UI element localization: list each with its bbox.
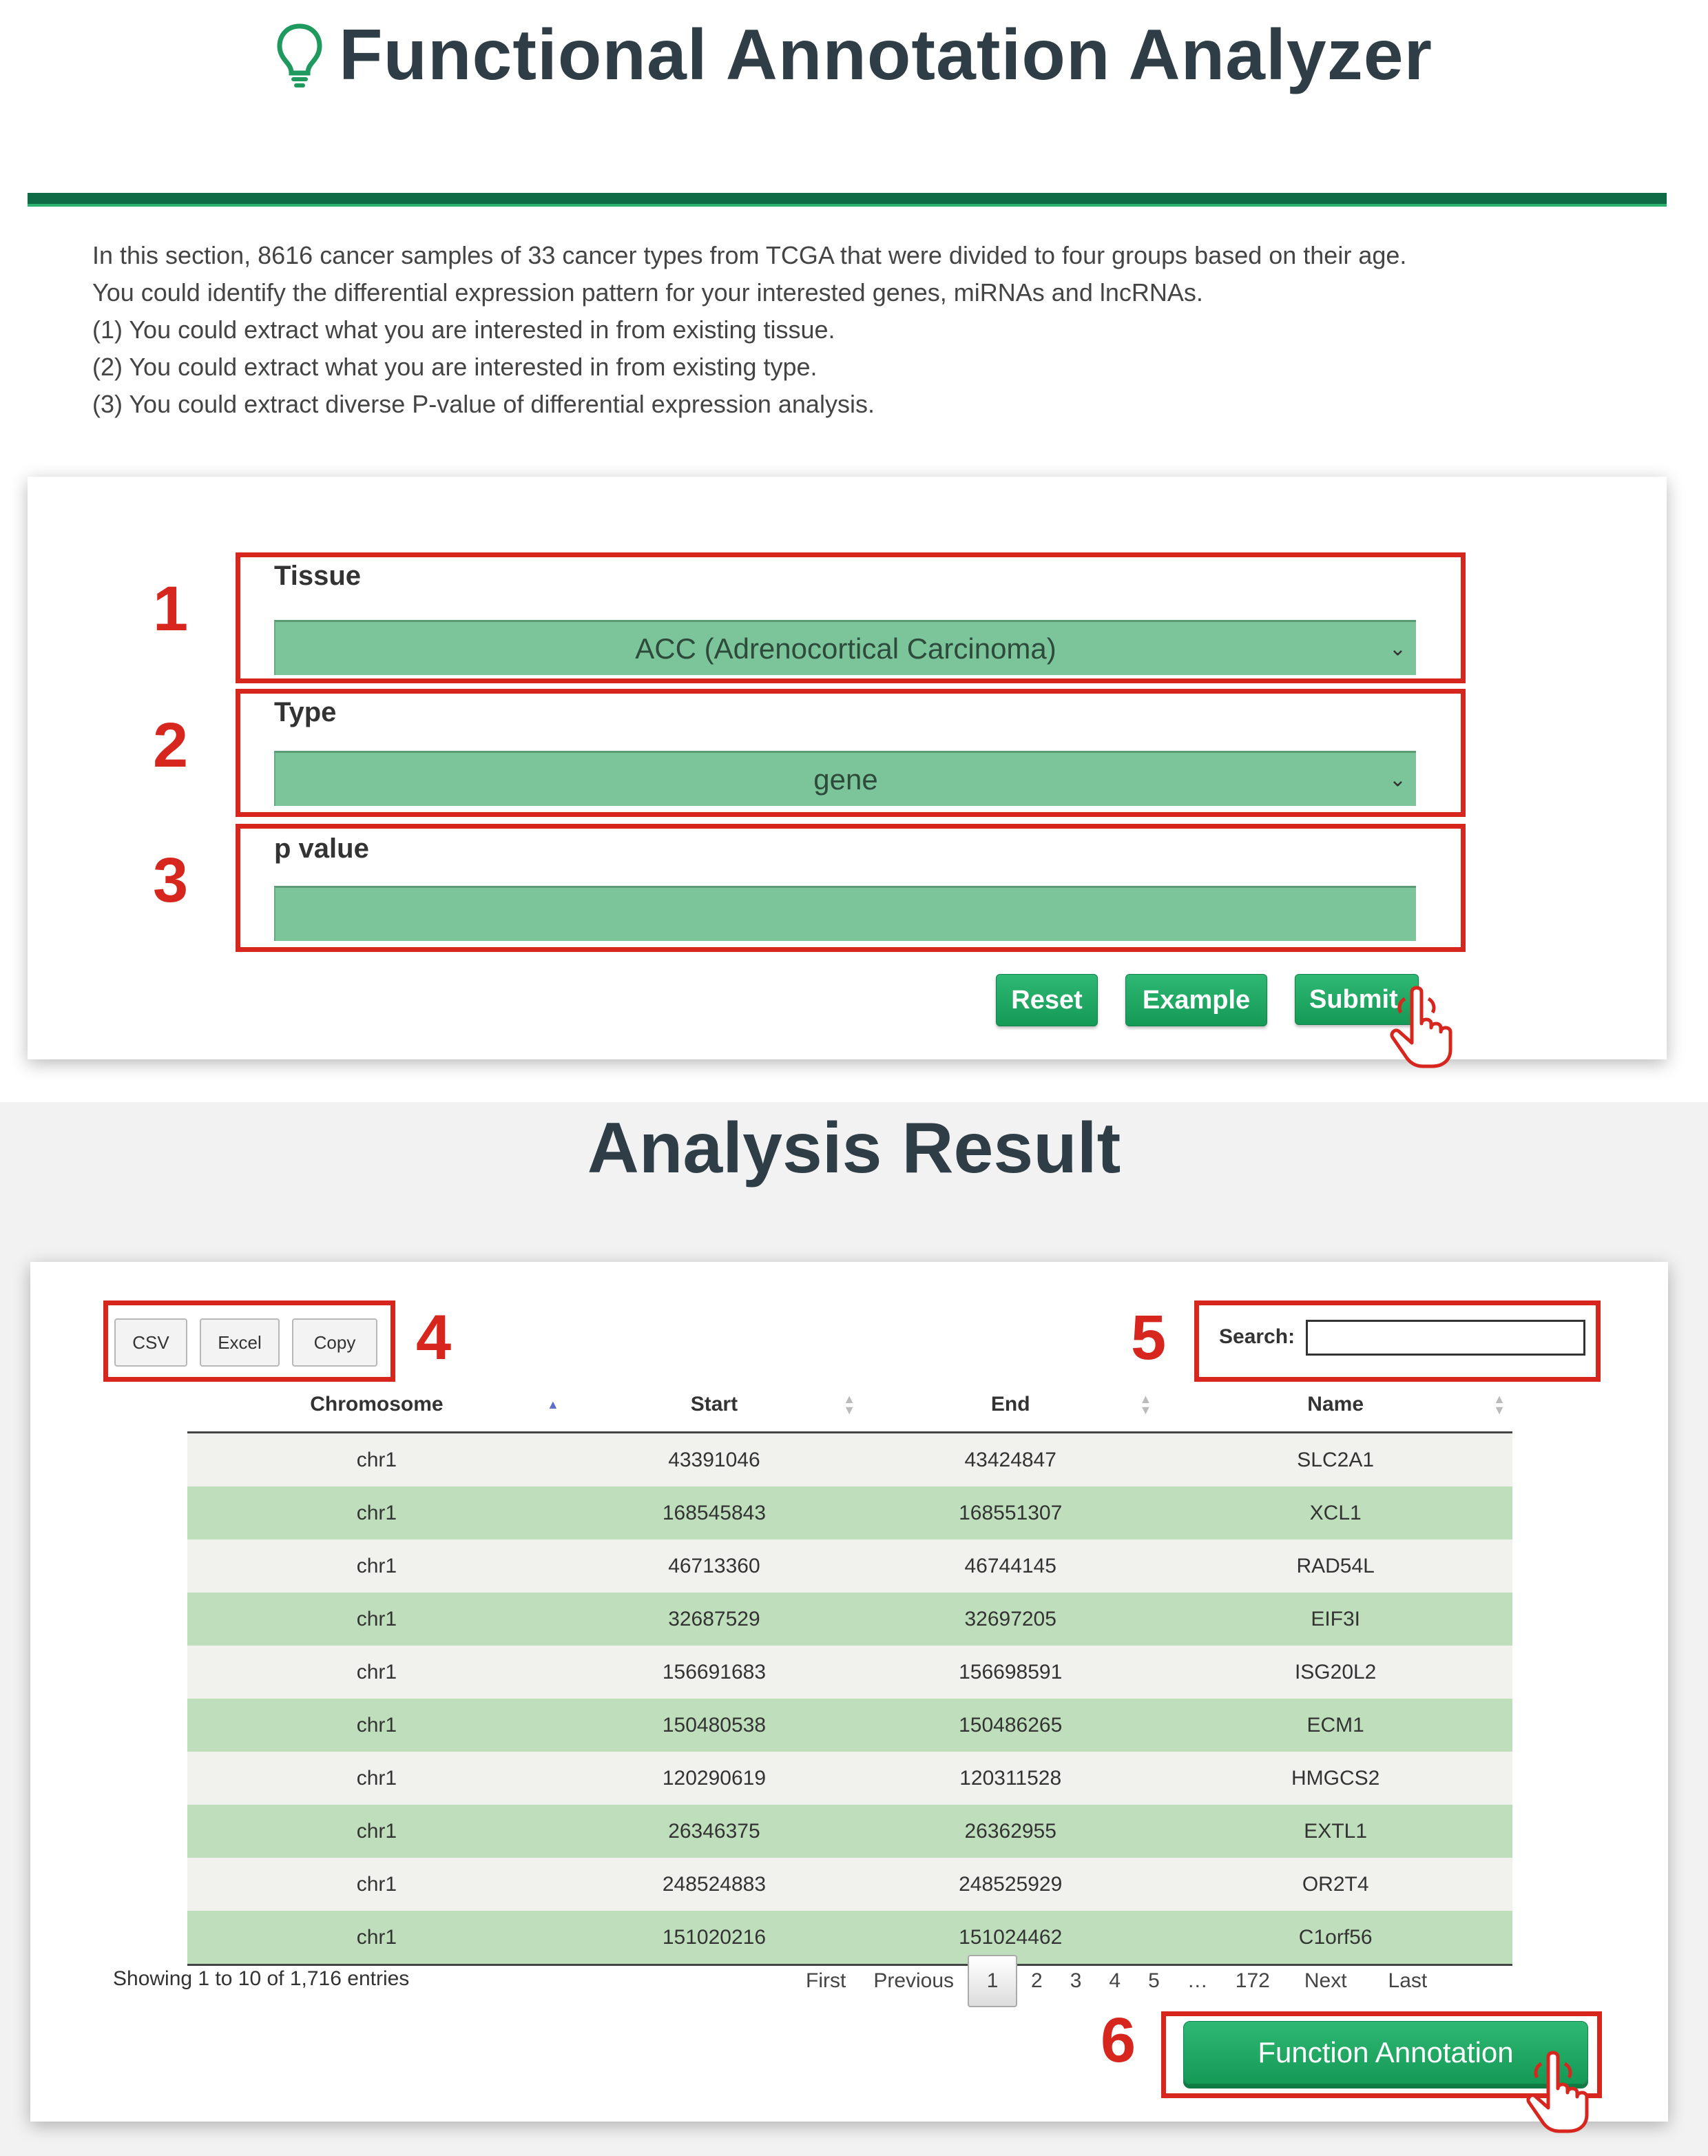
pointer-hand-icon [1521, 2049, 1598, 2135]
cell-end: 150486265 [862, 1699, 1158, 1752]
table-header-row [187, 1378, 1512, 1433]
table-row [187, 1646, 1512, 1699]
cell-start: 43391046 [566, 1433, 862, 1487]
column-header-name[interactable]: Name ▲ ▼ [1158, 1378, 1512, 1433]
cell-start: 26346375 [566, 1805, 862, 1858]
page-previous[interactable]: Previous [873, 1969, 955, 1992]
cell-end: 32697205 [862, 1593, 1158, 1646]
step-number-4: 4 [416, 1303, 452, 1373]
cell-start: 168545843 [566, 1486, 862, 1540]
table-row [187, 1433, 1512, 1487]
cell-chromosome: chr1 [187, 1858, 566, 1911]
chevron-down-icon: ⌄ [1388, 637, 1406, 660]
cell-end: 43424847 [862, 1433, 1158, 1487]
tissue-label: Tissue [274, 561, 361, 591]
cell-name: SLC2A1 [1158, 1433, 1512, 1487]
submit-button[interactable]: Submit [1295, 974, 1419, 1025]
cell-chromosome: chr1 [187, 1486, 566, 1540]
tissue-select[interactable] [274, 620, 1416, 675]
header-divider [28, 193, 1667, 204]
intro-line: (1) You could extract what you are interested in from existing tissue. [92, 315, 835, 344]
cell-chromosome: chr1 [187, 1911, 566, 1965]
header-divider-accent [28, 204, 1667, 207]
column-header-start[interactable]: Start ▲ ▼ [566, 1378, 862, 1433]
column-header-end[interactable]: End ▲ ▼ [862, 1378, 1158, 1433]
page-1[interactable]: 1 [968, 1955, 1017, 2007]
page-header [0, 7, 1708, 103]
cell-start: 46713360 [566, 1540, 862, 1593]
page-3[interactable]: 3 [1070, 1969, 1082, 1992]
cell-name: EIF3I [1158, 1593, 1512, 1646]
page-title: Functional Annotation Analyzer [338, 14, 1433, 95]
page-2[interactable]: 2 [1031, 1969, 1043, 1992]
cell-end: 156698591 [862, 1646, 1158, 1699]
cell-end: 248525929 [862, 1858, 1158, 1911]
table-info: Showing 1 to 10 of 1,716 entries [113, 1967, 410, 1990]
step-number-3: 3 [153, 845, 189, 915]
csv-button[interactable]: CSV [114, 1318, 187, 1367]
page-4[interactable]: 4 [1109, 1969, 1121, 1992]
step-number-2: 2 [153, 710, 189, 780]
cell-end: 168551307 [862, 1486, 1158, 1540]
intro-text [92, 237, 1649, 423]
cell-chromosome: chr1 [187, 1699, 566, 1752]
page-last[interactable]: Last [1388, 1969, 1428, 1992]
pvalue-label: p value [274, 833, 369, 864]
excel-button[interactable]: Excel [200, 1318, 280, 1367]
intro-line: (3) You could extract diverse P-value of differential expression analysis. [92, 390, 875, 418]
chevron-down-icon: ⌄ [1388, 768, 1406, 791]
table-row [187, 1805, 1512, 1858]
page-5[interactable]: 5 [1148, 1969, 1160, 1992]
cell-end: 46744145 [862, 1540, 1158, 1593]
table-row [187, 1858, 1512, 1911]
pvalue-input[interactable] [274, 886, 1416, 941]
search-input[interactable] [1306, 1320, 1585, 1356]
type-select-value: gene [813, 763, 878, 796]
sort-icon: ▲ ▼ [1139, 1392, 1152, 1417]
result-title: Analysis Result [587, 1108, 1121, 1188]
cell-end: 120311528 [862, 1752, 1158, 1805]
cell-name: EXTL1 [1158, 1805, 1512, 1858]
step-number-5: 5 [1131, 1303, 1167, 1373]
type-select[interactable] [274, 751, 1416, 806]
cell-name: C1orf56 [1158, 1911, 1512, 1965]
example-button[interactable]: Example [1125, 974, 1267, 1026]
cell-chromosome: chr1 [187, 1805, 566, 1858]
function-annotation-button[interactable]: Function Annotation [1183, 2021, 1588, 2084]
cell-start: 248524883 [566, 1858, 862, 1911]
cell-end: 26362955 [862, 1805, 1158, 1858]
cell-name: XCL1 [1158, 1486, 1512, 1540]
table-row [187, 1540, 1512, 1593]
results-table [187, 1378, 1512, 1966]
cell-chromosome: chr1 [187, 1540, 566, 1593]
intro-line: In this section, 8616 cancer samples of 33 cancer types from TCGA that were divided to four groups based on their age. [92, 241, 1407, 269]
cell-chromosome: chr1 [187, 1752, 566, 1805]
table-row [187, 1486, 1512, 1540]
pointer-hand-icon [1384, 984, 1461, 1070]
sort-ascending-icon: ▲ [546, 1398, 559, 1411]
cell-start: 32687529 [566, 1593, 862, 1646]
table-row [187, 1752, 1512, 1805]
page-ellipsis: … [1187, 1969, 1208, 1992]
page-next[interactable]: Next [1304, 1969, 1347, 1992]
reset-button[interactable]: Reset [996, 974, 1098, 1026]
cell-start: 120290619 [566, 1752, 862, 1805]
cell-name: RAD54L [1158, 1540, 1512, 1593]
intro-line: You could identify the differential expression pattern for your interested genes, miRNAs and lncRNAs. [92, 278, 1203, 307]
cell-chromosome: chr1 [187, 1433, 566, 1487]
column-header-chromosome[interactable]: Chromosome ▲ [187, 1378, 566, 1433]
cell-name: ISG20L2 [1158, 1646, 1512, 1699]
cell-name: ECM1 [1158, 1699, 1512, 1752]
page-172[interactable]: 172 [1235, 1969, 1270, 1992]
tissue-select-value: ACC (Adrenocortical Carcinoma) [635, 632, 1056, 665]
sort-icon: ▲ ▼ [1493, 1392, 1506, 1417]
step-number-1: 1 [153, 574, 189, 644]
cell-name: OR2T4 [1158, 1858, 1512, 1911]
cell-start: 156691683 [566, 1646, 862, 1699]
cell-end: 151024462 [862, 1911, 1158, 1965]
table-row [187, 1699, 1512, 1752]
cell-chromosome: chr1 [187, 1646, 566, 1699]
lightbulb-icon [275, 22, 324, 88]
cell-name: HMGCS2 [1158, 1752, 1512, 1805]
type-label: Type [274, 697, 337, 727]
search-label: Search: [1219, 1325, 1295, 1348]
cell-start: 151020216 [566, 1911, 862, 1965]
page-first[interactable]: First [806, 1969, 846, 1992]
table-row [187, 1593, 1512, 1646]
sort-icon: ▲ ▼ [843, 1392, 856, 1417]
pagination [792, 1955, 1441, 2007]
cell-start: 150480538 [566, 1699, 862, 1752]
cell-chromosome: chr1 [187, 1593, 566, 1646]
step-number-6: 6 [1101, 2005, 1136, 2075]
intro-line: (2) You could extract what you are interested in from existing type. [92, 353, 817, 381]
copy-button[interactable]: Copy [292, 1318, 377, 1367]
